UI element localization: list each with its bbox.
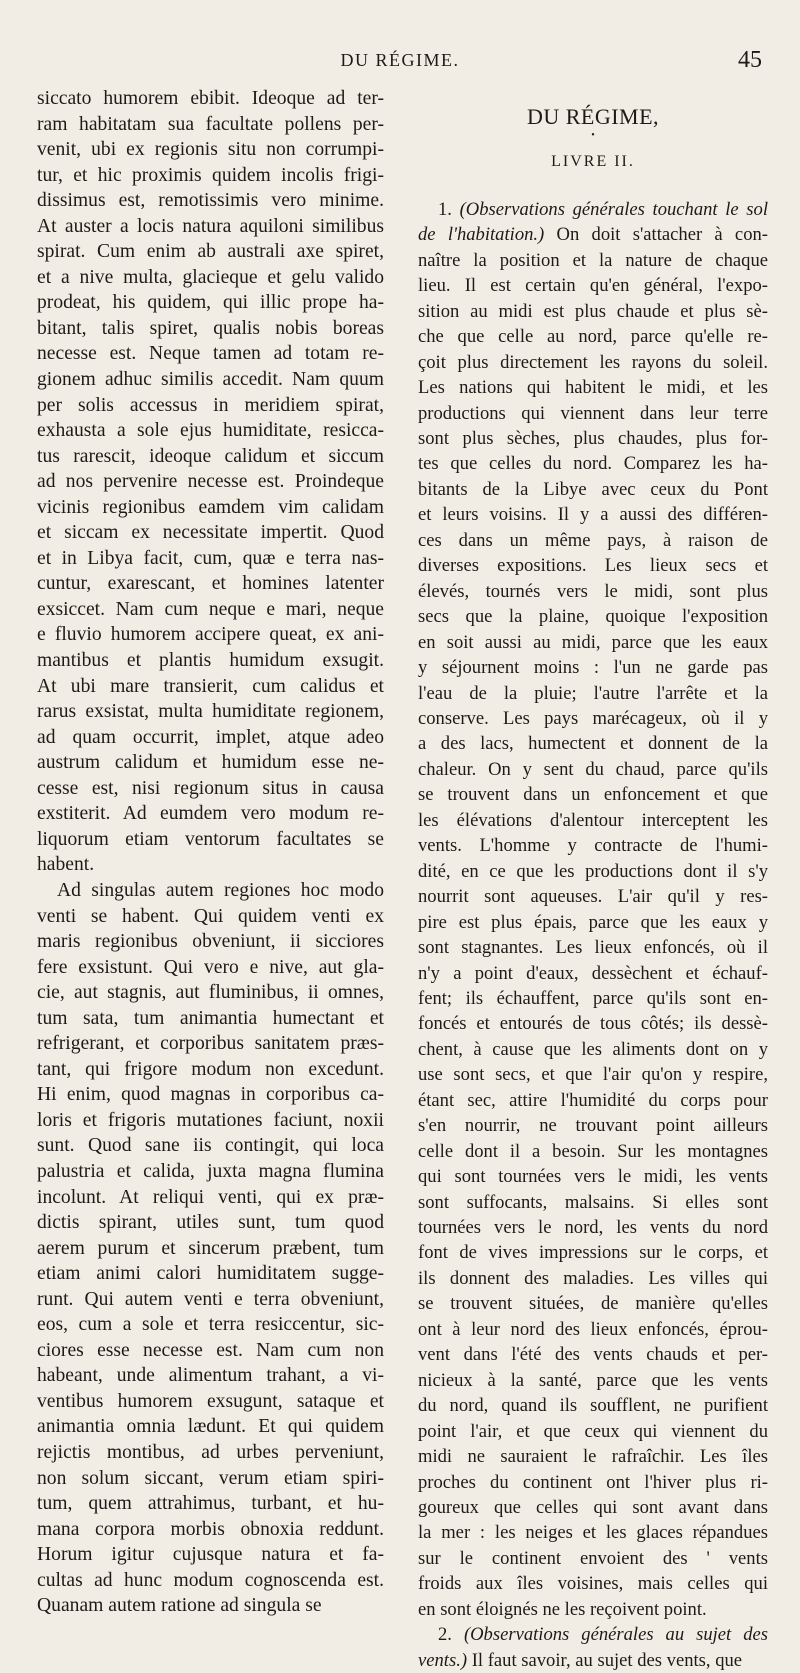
text-line: froids aux îles voisines, mais celles qui: [418, 1573, 768, 1595]
text-line: venit, ubi ex regionis situ non corrumpi-: [37, 139, 384, 161]
text-line: Hi enim, quod magnas in corporibus ca-: [37, 1084, 384, 1106]
text-line: refrigerant, et corporibus sanitatem præs-: [37, 1033, 384, 1055]
text-line: secs que la plaine, quoique l'exposition: [418, 606, 768, 628]
text-line: l'eau de la pluie; l'autre l'arrête et la: [418, 682, 768, 704]
text-line: che que celle au nord, parce qu'elle re-: [418, 326, 768, 348]
text-line: diverses expositions. Les lieux secs et: [418, 555, 768, 577]
text-line: bitants de la Libye avec ceux du Pont: [418, 478, 768, 500]
text-line: élevés, tournés vers le midi, sont plus: [418, 580, 768, 602]
paragraph-number: 2.: [438, 1624, 452, 1646]
text-line: conserve. Les pays marécageux, où il y: [418, 707, 768, 729]
text-line: étant sec, attire l'humidité du corps pour: [418, 1089, 768, 1111]
text-line: a des lacs, humectent et donnent de la: [418, 733, 768, 755]
text-line: cesse est, nisi regionum situs in causa: [37, 777, 384, 799]
text-line: en soit aussi au midi, parce que les eaux: [418, 631, 768, 653]
text-line: dité, en ce que les productions dont il s'y: [418, 860, 768, 882]
text-line: chent, à cause que les aliments dont on y: [418, 1038, 768, 1060]
text-line: y séjournent moins : l'un ne garde pas: [418, 657, 768, 679]
text-line: tum sata, tum animantia humectant et: [37, 1007, 384, 1029]
text-line: sur le continent envoient des ' vents: [418, 1547, 768, 1569]
text-line: se trouvent dans un enfoncement et que: [418, 784, 768, 806]
text-line: loris et frigoris mutationes faciunt, noxii: [37, 1109, 384, 1131]
text-line: At auster a locis natura aquiloni similibus: [37, 215, 384, 237]
french-paragraph-1: [418, 197, 768, 1622]
french-column: [418, 86, 769, 1671]
paragraph-title-part: (Observations générales touchant le sol: [459, 198, 769, 220]
text-line: du nord, quand ils soufflent, ne purifient: [418, 1395, 768, 1417]
paragraph-number: 1.: [438, 198, 452, 220]
running-head: [0, 47, 800, 80]
text-line: exhausta a sole ejus humiditate, resicca-: [37, 420, 384, 442]
paragraph-heading-line: [418, 1622, 768, 1647]
text-line: sunt. Quod sane iis contingit, qui loca: [37, 1135, 384, 1157]
text-line: venti se habent. Qui quidem venti ex: [37, 905, 384, 927]
paragraph-lead: On doit s'attacher à con-: [556, 224, 768, 246]
text-line: nourrit sont aqueuses. L'air qu'il y res-: [418, 886, 768, 908]
text-line: la mer : les neiges et les glaces répandues: [418, 1522, 768, 1544]
text-line: nicieux à la santé, parce que les vents: [418, 1369, 768, 1391]
text-line: palustria et calida, juxta magna flumina: [37, 1160, 384, 1182]
text-line: animantia omnia lædunt. Et qui quidem: [37, 1416, 384, 1438]
text-line: point l'air, et que ceux qui viennent du: [418, 1420, 768, 1442]
text-line: tus rarescit, ideoque calidum et siccum: [37, 445, 384, 467]
text-line: celle dont il a besoin. Sur les montagnes: [418, 1140, 768, 1162]
text-line: e fluvio humorem accipere queat, ex ani-: [37, 624, 384, 646]
text-line: et leurs voisins. Il y a aussi des différen-: [418, 504, 768, 526]
text-line: austrum calidum et humidum esse ne-: [37, 752, 384, 774]
text-line: sont stagnantes. Les lieux enfoncés, où il: [418, 937, 768, 959]
fleuron-ornament: •: [591, 130, 595, 142]
text-line: Horum igitur cujusque natura et fa-: [37, 1544, 384, 1566]
text-line: ram habitatam sua facultate pollens per-: [37, 113, 384, 135]
text-line: productions qui viennent dans leur terre: [418, 402, 768, 424]
text-line: midi ne sauraient le rafraîchir. Les îles: [418, 1446, 768, 1468]
paragraph-title-part: (Observations générales au sujet des: [463, 1624, 768, 1646]
text-line: cie, aut stagnis, aut fluminibus, ii omnes,: [37, 982, 384, 1004]
text-line: les élévations d'alentour interceptent les: [418, 809, 768, 831]
text-line: tes que celles du nord. Comparez les ha-: [418, 453, 768, 475]
text-line: rejictis montibus, ad urbes perveniunt,: [37, 1441, 384, 1463]
text-line: maris regionibus obveniunt, ii sicciores: [37, 931, 384, 953]
text-line: tur, et hic proximis quidem incolis frigi-: [37, 164, 384, 186]
paragraph-heading-line: [418, 222, 768, 247]
text-line: fent; ils échauffent, parce qu'ils sont en-: [418, 987, 768, 1009]
text-line: per solis accessus in meridiem spirat,: [37, 394, 384, 416]
text-line: çoit plus directement les rayons du soleil.: [418, 351, 768, 373]
section-title: DU RÉGIME,: [526, 104, 660, 129]
text-line: et siccam ex necessitate impertit. Quod: [37, 522, 384, 544]
text-line: proches du continent ont l'hiver plus ri-: [418, 1471, 768, 1493]
text-line: runt. Qui autem venti e terra obveniunt,: [37, 1288, 384, 1310]
text-line: Les nations qui habitent le midi, et les: [418, 377, 768, 399]
text-line: bitant, talis spiret, qualis nobis boreas: [37, 317, 384, 339]
text-line: et a nive multa, glacieque et gelu valido: [37, 266, 384, 288]
text-line: tant, qui frigore modum non excedunt.: [37, 1058, 384, 1080]
text-line: prodeat, his quidem, qui illic prope ha-: [37, 292, 384, 314]
paragraph-title-part: de l'habitation.): [418, 224, 545, 246]
text-line: n'y a point d'eaux, dessèchent et échauf-: [418, 962, 768, 984]
text-line: dictis spirant, utiles sunt, tum quod: [37, 1212, 384, 1234]
text-line: gionem adhuc similis accedit. Nam quum: [37, 369, 384, 391]
latin-column: [37, 86, 384, 1617]
text-line: ont à leur nord des lieux enfoncés, éprou-: [418, 1318, 768, 1340]
text-line: goureux que celles qui sont avant dans: [418, 1497, 768, 1519]
text-line: dissimus est, remotissimis vero minime.: [37, 190, 384, 212]
text-line: At ubi mare transierit, cum calidus et: [37, 675, 384, 697]
text-line: aerem purum et sincerum præbent, tum: [37, 1237, 384, 1259]
text-line: vent dans l'été des vents chauds et per-: [418, 1344, 768, 1366]
text-line: use sont secs, et que l'air qu'on y respire,: [418, 1064, 768, 1086]
text-line: vents. L'homme y contracte de l'humi-: [418, 835, 768, 857]
running-title: DU RÉGIME.: [340, 50, 460, 70]
page-number: 45: [738, 47, 762, 73]
paragraph-lead: Il faut savoir, au sujet des vents, que: [471, 1649, 743, 1671]
text-line: etiam animi calori humiditatem sugge-: [37, 1263, 384, 1285]
text-line: sont suffocants, malsains. Si elles sont: [418, 1191, 768, 1213]
text-line: lieu. Il est certain qu'en général, l'expo-: [418, 275, 768, 297]
text-line: spirat. Cum enim ab australi axe spiret,: [37, 241, 384, 263]
paragraph-heading-line: [418, 197, 768, 222]
text-line: vicinis regionibus eamdem vim calidam: [37, 496, 384, 518]
text-line: habeant, unde alimentum trahant, a vi-: [37, 1365, 384, 1387]
text-line: ils donnent des maladies. Les villes qui: [418, 1267, 768, 1289]
text-line: necesse est. Neque tamen ad totam re-: [37, 343, 384, 365]
text-line: fere exsistunt. Qui vero e nive, aut gla-: [37, 956, 384, 978]
latin-paragraph-2: [37, 878, 384, 1619]
text-line: sont plus sèches, plus chaudes, plus for-: [418, 427, 768, 449]
text-line: non solum siccant, verum etiam spiri-: [37, 1467, 384, 1489]
paragraph-title-part: vents.): [418, 1649, 468, 1671]
text-line: qui sont tournées vers le midi, les vents: [418, 1166, 768, 1188]
text-line: eos, cum a sole et terra resiccentur, sic-: [37, 1314, 384, 1336]
french-paragraph-2: [418, 1622, 768, 1673]
text-line: exstiterit. Ad eumdem vero modum re-: [37, 803, 384, 825]
text-line: tum, quem attrahimus, turbant, et hu-: [37, 1493, 384, 1515]
text-line: liquorum etiam ventorum facultates se: [37, 828, 384, 850]
text-line: cuntur, exarescant, et homines latenter: [37, 573, 384, 595]
text-line: et in Libya facit, cum, quæ e terra nas-: [37, 547, 384, 569]
text-line: mantibus et plantis humidum exsugit.: [37, 650, 384, 672]
text-line: chaleur. On y sent du chaud, parce qu'ils: [418, 758, 768, 780]
text-line: pire est plus épais, parce que les eaux y: [418, 911, 768, 933]
text-line: mana corpora morbis obnoxia reddunt.: [37, 1518, 384, 1540]
text-line: font de vives impressions sur le corps, et: [418, 1242, 768, 1264]
text-line: habent.: [37, 854, 95, 876]
text-line: Quanam autem ratione ad singula se: [37, 1595, 322, 1617]
text-line: exsiccet. Nam cum neque e mari, neque: [37, 598, 384, 620]
text-line: ventibus humorem exsugunt, sataque et: [37, 1390, 384, 1412]
text-line: tournées vers le nord, les vents du nord: [418, 1217, 768, 1239]
text-line: ciores esse necesse est. Nam cum non: [37, 1339, 384, 1361]
text-line: ad nos pervenire necesse est. Proindeque: [37, 471, 384, 493]
text-line: Ad singulas autem regiones hoc modo: [57, 879, 384, 901]
text-line: en sont éloignés ne les reçoivent point.: [418, 1598, 707, 1620]
text-line: s'en nourrir, ne trouvant point ailleurs: [418, 1115, 768, 1137]
text-line: se trouvent situées, de manière qu'elles: [418, 1293, 768, 1315]
text-line: ad quam occurrit, implet, atque adeo: [37, 726, 384, 748]
text-line: naître la position et la nature de chaque: [418, 249, 768, 271]
text-line: rarus exsistat, multa humiditate regionem,: [37, 701, 384, 723]
text-line: incolunt. At reliqui venti, qui ex præ-: [37, 1186, 384, 1208]
text-line: ces dans un même pays, à raison de: [418, 529, 768, 551]
text-line: sition au midi est plus chaude et plus sè-: [418, 300, 768, 322]
text-line: cultas ad hunc modum cognoscenda est.: [37, 1569, 384, 1591]
book-subtitle: LIVRE II.: [551, 153, 635, 171]
text-line: foncés et entourés de tous côtés; ils dessè-: [418, 1013, 768, 1035]
latin-paragraph-1: [37, 86, 384, 878]
paragraph-heading-line: [418, 1648, 768, 1673]
text-line: siccato humorem ebibit. Ideoque ad ter-: [37, 88, 384, 109]
